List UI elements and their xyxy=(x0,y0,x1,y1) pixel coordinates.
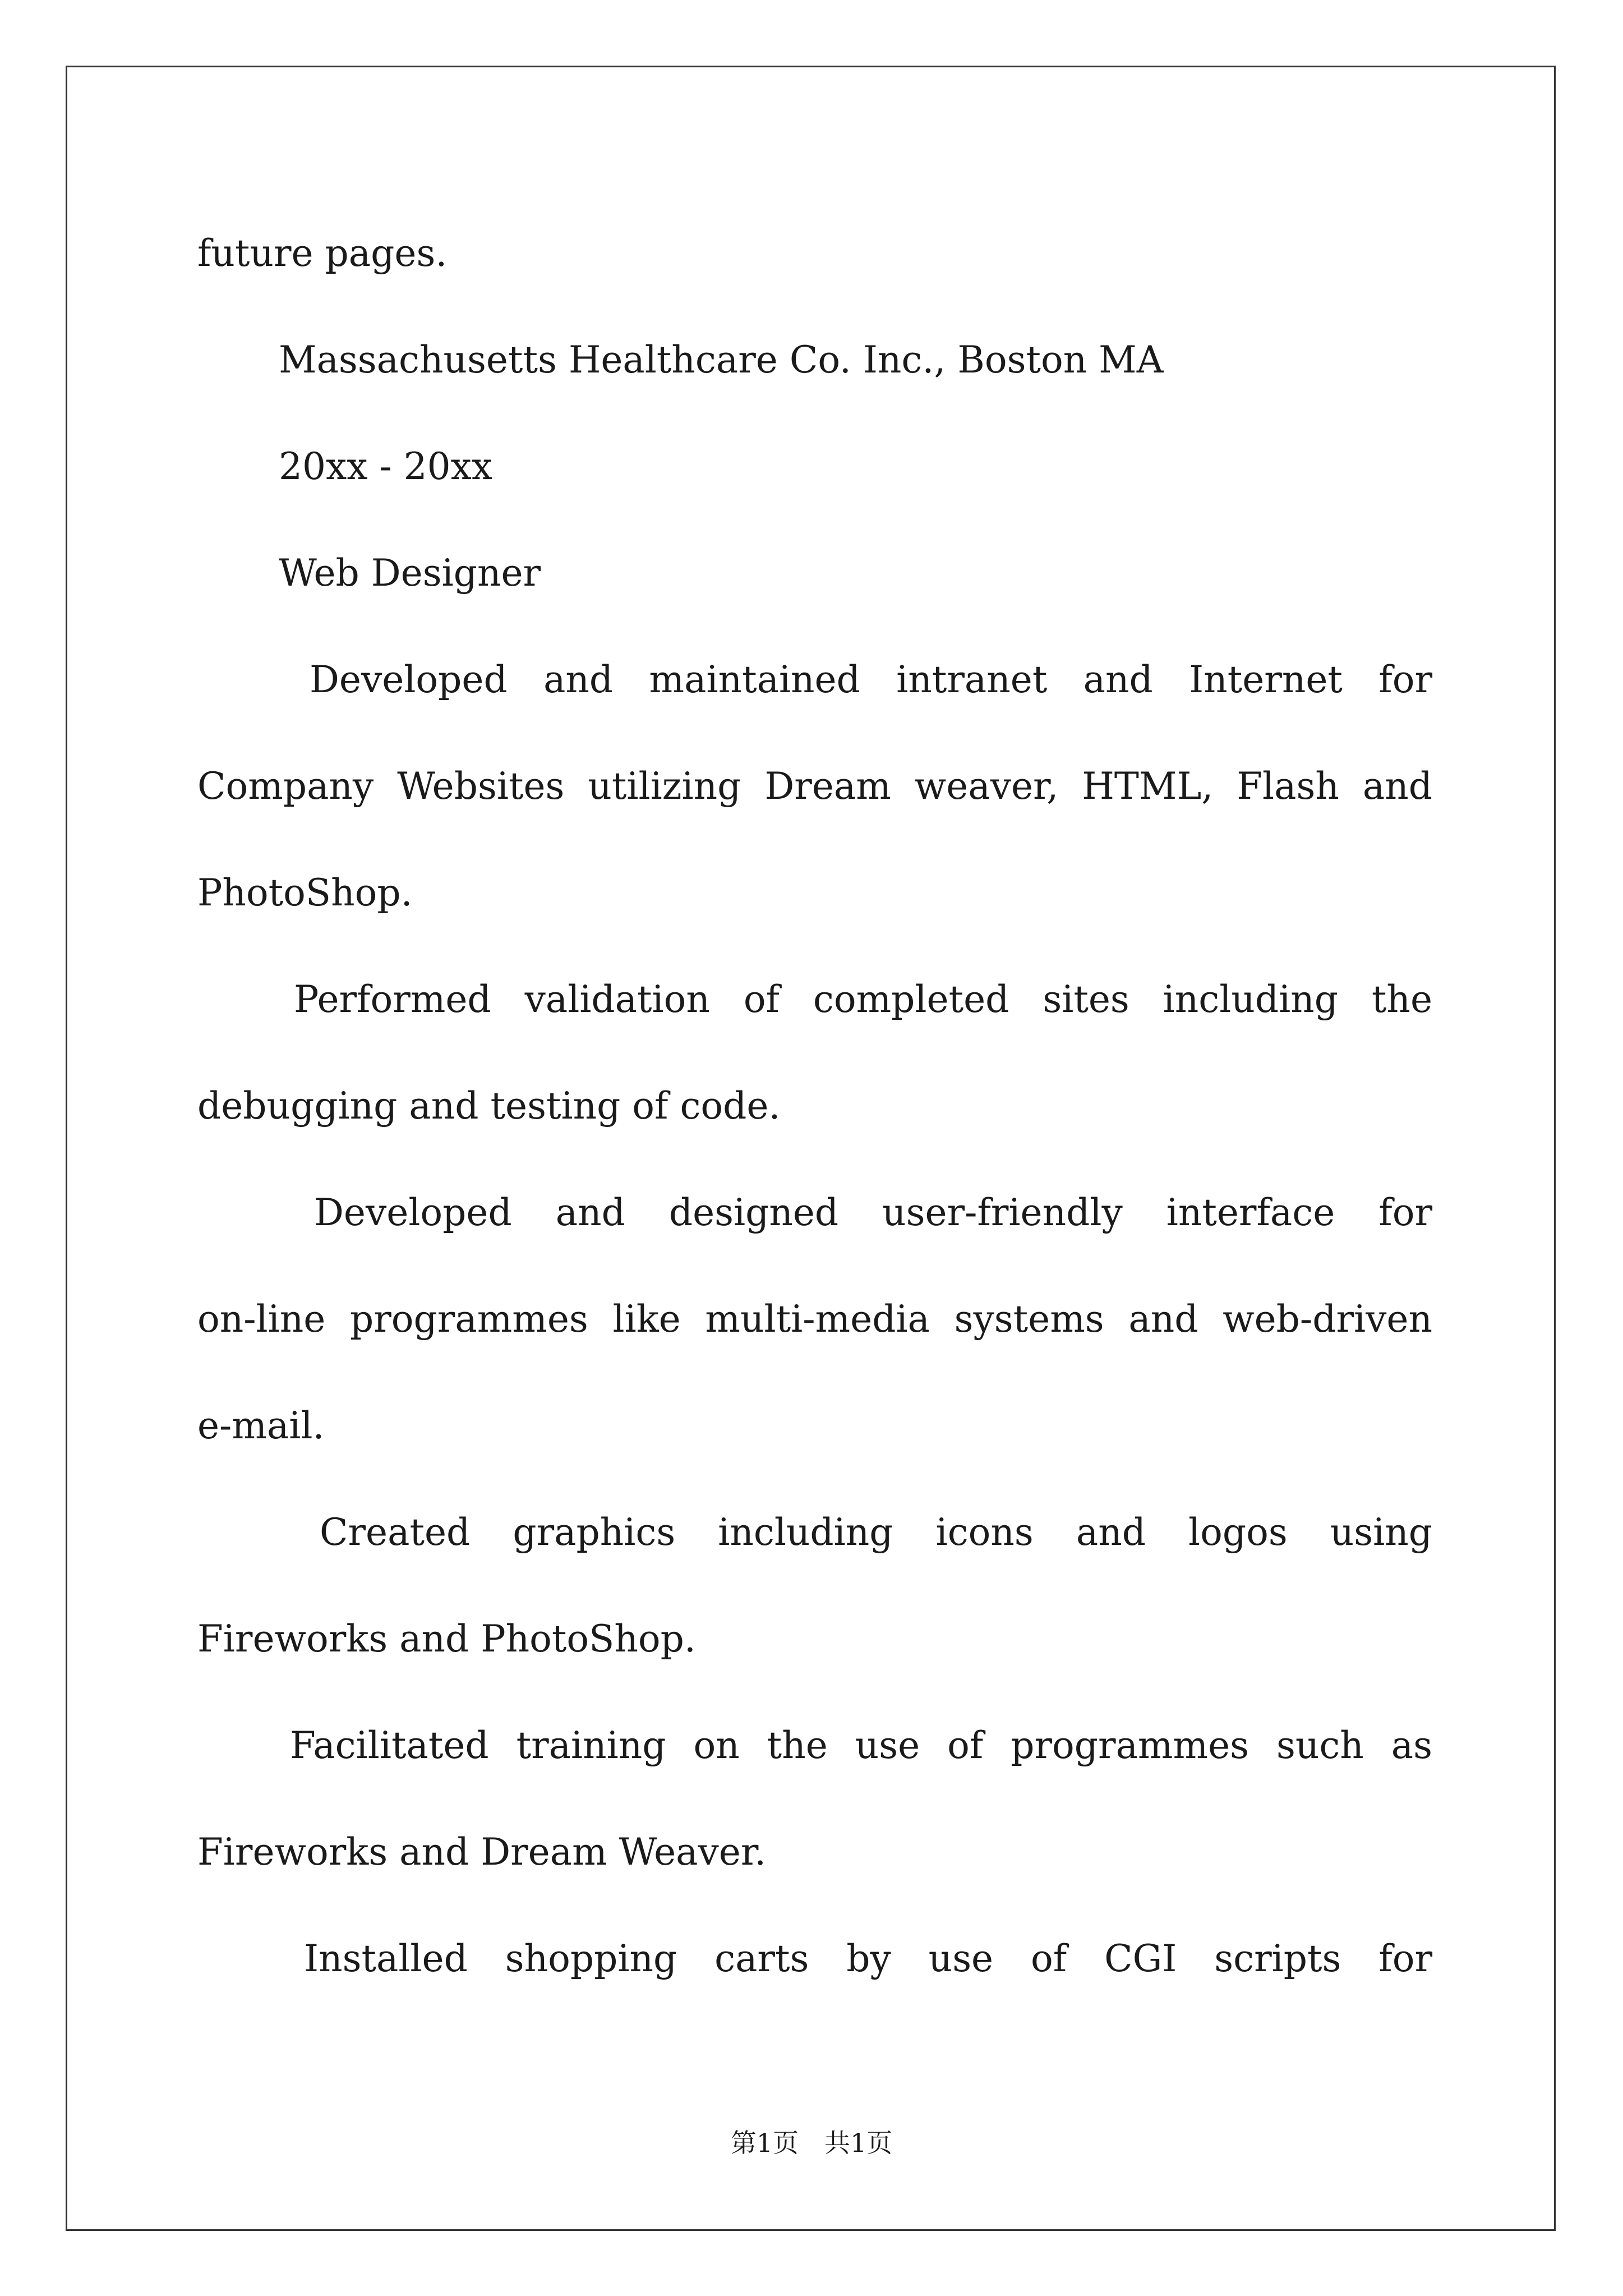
text-line: Developed and maintained intranet and Internet for xyxy=(310,658,1432,701)
text-line: e-mail. xyxy=(197,1404,325,1447)
page-number-footer: 第1页 共1页 xyxy=(730,2128,893,2158)
employer-line: Massachusetts Healthcare Co. Inc., Boston MA xyxy=(279,338,1164,381)
page-border xyxy=(66,66,1556,2231)
text-line: Fireworks and PhotoShop. xyxy=(197,1617,696,1660)
text-line: Facilitated training on the use of programmes such as xyxy=(290,1724,1432,1767)
job-title-line: Web Designer xyxy=(279,551,541,595)
text-line: Created graphics including icons and logos using xyxy=(320,1511,1432,1554)
text-line: Installed shopping carts by use of CGI scripts for xyxy=(304,1937,1432,1980)
text-line: on-line programmes like multi-media systems and web-driven xyxy=(197,1297,1432,1341)
text-line: future pages. xyxy=(197,232,448,275)
text-line: Company Websites utilizing Dream weaver, HTML, Flash and xyxy=(197,765,1432,808)
text-line: debugging and testing of code. xyxy=(197,1084,781,1128)
date-range-line: 20xx - 20xx xyxy=(279,445,493,488)
text-line: PhotoShop. xyxy=(197,871,413,914)
text-line: Fireworks and Dream Weaver. xyxy=(197,1830,767,1874)
text-line: Developed and designed user-friendly interface for xyxy=(314,1191,1432,1234)
text-line: Performed validation of completed sites including the xyxy=(294,978,1432,1021)
